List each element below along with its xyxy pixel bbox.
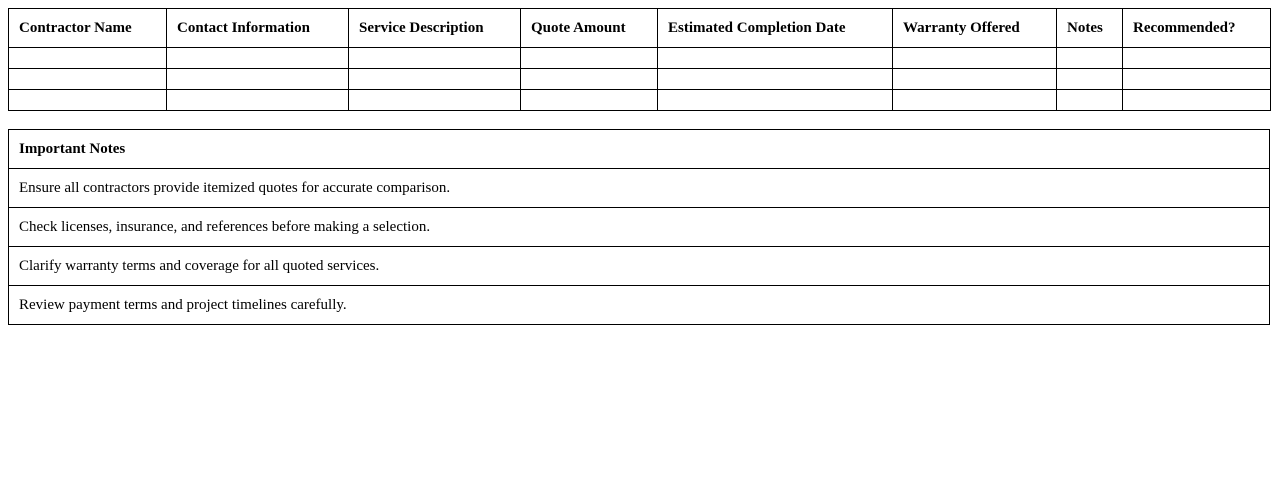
table-row	[9, 48, 1271, 69]
header-recommended: Recommended?	[1123, 9, 1271, 48]
table-cell[interactable]	[521, 90, 658, 111]
important-notes-table	[8, 129, 1270, 325]
table-cell[interactable]	[1123, 69, 1271, 90]
contractor-comparison-table	[8, 8, 1271, 111]
table-cell[interactable]	[893, 90, 1057, 111]
table-cell[interactable]	[893, 69, 1057, 90]
table-header-row	[9, 9, 1271, 48]
table-cell[interactable]	[9, 48, 167, 69]
table-cell[interactable]	[658, 48, 893, 69]
table-cell[interactable]	[9, 69, 167, 90]
header-quote-amount: Quote Amount	[521, 9, 658, 48]
table-cell[interactable]	[521, 48, 658, 69]
note-clarify-warranty: Clarify warranty terms and coverage for all quoted services.	[9, 247, 1270, 286]
list-item	[9, 286, 1270, 325]
table-cell[interactable]	[349, 90, 521, 111]
table-cell[interactable]	[893, 48, 1057, 69]
table-cell[interactable]	[9, 90, 167, 111]
note-itemized-quotes: Ensure all contractors provide itemized quotes for accurate comparison.	[9, 169, 1270, 208]
note-review-payment: Review payment terms and project timelines carefully.	[9, 286, 1270, 325]
table-cell[interactable]	[1123, 90, 1271, 111]
table-cell[interactable]	[167, 69, 349, 90]
table-row	[9, 90, 1271, 111]
header-estimated-completion-date: Estimated Completion Date	[658, 9, 893, 48]
table-cell[interactable]	[349, 48, 521, 69]
notes-header-row	[9, 130, 1270, 169]
table-cell[interactable]	[167, 90, 349, 111]
table-cell[interactable]	[658, 90, 893, 111]
important-notes-title: Important Notes	[9, 130, 1270, 169]
table-cell[interactable]	[349, 69, 521, 90]
note-check-licenses: Check licenses, insurance, and references before making a selection.	[9, 208, 1270, 247]
header-service-description: Service Description	[349, 9, 521, 48]
table-cell[interactable]	[1057, 48, 1123, 69]
header-contractor-name: Contractor Name	[9, 9, 167, 48]
list-item	[9, 169, 1270, 208]
header-notes: Notes	[1057, 9, 1123, 48]
table-cell[interactable]	[658, 69, 893, 90]
header-contact-information: Contact Information	[167, 9, 349, 48]
table-cell[interactable]	[1123, 48, 1271, 69]
header-warranty-offered: Warranty Offered	[893, 9, 1057, 48]
table-cell[interactable]	[167, 48, 349, 69]
table-cell[interactable]	[1057, 69, 1123, 90]
list-item	[9, 208, 1270, 247]
table-cell[interactable]	[1057, 90, 1123, 111]
list-item	[9, 247, 1270, 286]
table-row	[9, 69, 1271, 90]
table-cell[interactable]	[521, 69, 658, 90]
